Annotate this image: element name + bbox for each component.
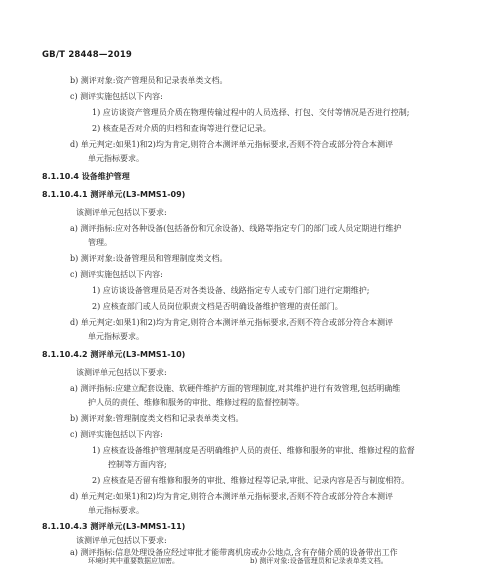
item-d-judgement: d) 单元判定:如果1)和2)均为肯定,则符合本测评单元指标要求,否则不符合或部分符合本测评 xyxy=(70,492,393,501)
subitem-2: 2) 应核查部门或人员岗位职责文档是否明确设备维护管理的责任部门。 xyxy=(92,302,343,311)
unit-intro: 该测评单元包括以下要求: xyxy=(76,208,167,217)
item-d-judgement: d) 单元判定:如果1)和2)均为肯定,则符合本测评单元指标要求,否则不符合或部分符合本测评 xyxy=(70,318,393,327)
item-a-indicator-cont: 护人员的责任、维修和服务的审批、维修过程的监督控制等。 xyxy=(88,398,304,407)
subitem-1: 1) 应核查设备维护管理制度是否明确维护人员的责任、维修和服务的审批、维修过程的监督 xyxy=(92,446,415,455)
item-a-indicator-cont: 管理。 xyxy=(88,238,112,247)
subitem-2: 2) 核查是否对介质的归档和查询等进行登记记录。 xyxy=(92,124,271,133)
item-d-judgement: d) 单元判定:如果1)和2)均为肯定,则符合本测评单元指标要求,否则不符合或部分符合本测评 xyxy=(70,140,393,149)
unit-intro: 该测评单元包括以下要求: xyxy=(76,536,167,545)
subitem-1-cont: 控制等方面内容; xyxy=(108,460,167,469)
unit-intro: 该测评单元包括以下要求: xyxy=(76,368,167,377)
item-a-indicator: a) 测评指标:应对各种设备(包括备份和冗余设备)、线路等指定专门的部门或人员定期进行维护 xyxy=(70,224,402,233)
section-heading-8-1-10-4: 8.1.10.4 设备维护管理 xyxy=(42,172,130,181)
item-b-object: b) 测评对象:设备管理员和管理制度类文档。 xyxy=(70,254,228,263)
subsection-heading-8-1-10-4-3: 8.1.10.4.3 测评单元(L3-MMS1-11) xyxy=(42,522,186,531)
item-a-indicator: a) 测评指标:应建立配套设施、软硬件维护方面的管理制度,对其维护进行有效管理,包括明确维 xyxy=(70,384,401,393)
item-d-judgement-cont: 单元指标要求。 xyxy=(88,332,144,341)
subitem-1: 1) 应访谈资产管理员介质在物理传输过程中的人员选择、打包、交付等情况是否进行控制; xyxy=(92,108,410,117)
item-b-object: b) 测评对象:资产管理员和记录表单类文档。 xyxy=(70,76,228,85)
item-c-implementation: c) 测评实施包括以下内容: xyxy=(70,270,163,279)
item-c-implementation: c) 测评实施包括以下内容: xyxy=(70,430,163,439)
subitem-1: 1) 应访谈设备管理员是否对各类设备、线路指定专人或专门部门进行定期维护; xyxy=(92,286,370,295)
item-d-judgement-cont: 单元指标要求。 xyxy=(88,506,144,515)
item-b-object: b) 测评对象:管理制度类文档和记录表单类文档。 xyxy=(70,414,244,423)
standard-number-header: GB/T 28448—2019 xyxy=(42,50,133,60)
item-b-object: b) 测评对象:设备管理员和记录表单类文档。 xyxy=(250,557,388,565)
subitem-2: 2) 应核查是否留有维修和服务的审批、维修过程等记录,审批、记录内容是否与制度相符。 xyxy=(92,476,410,485)
subsection-heading-8-1-10-4-1: 8.1.10.4.1 测评单元(L3-MMS1-09) xyxy=(42,190,186,199)
item-a-indicator-cont: 环境时其中重要数据应加密。 xyxy=(88,557,179,565)
subsection-heading-8-1-10-4-2: 8.1.10.4.2 测评单元(L3-MMS1-10) xyxy=(42,350,186,359)
item-d-judgement-cont: 单元指标要求。 xyxy=(88,154,144,163)
item-a-indicator: a) 测评指标:信息处理设备应经过审批才能带离机房或办公地点,含有存储介质的设备带出工作 xyxy=(70,548,398,557)
item-c-implementation: c) 测评实施包括以下内容: xyxy=(70,92,163,101)
